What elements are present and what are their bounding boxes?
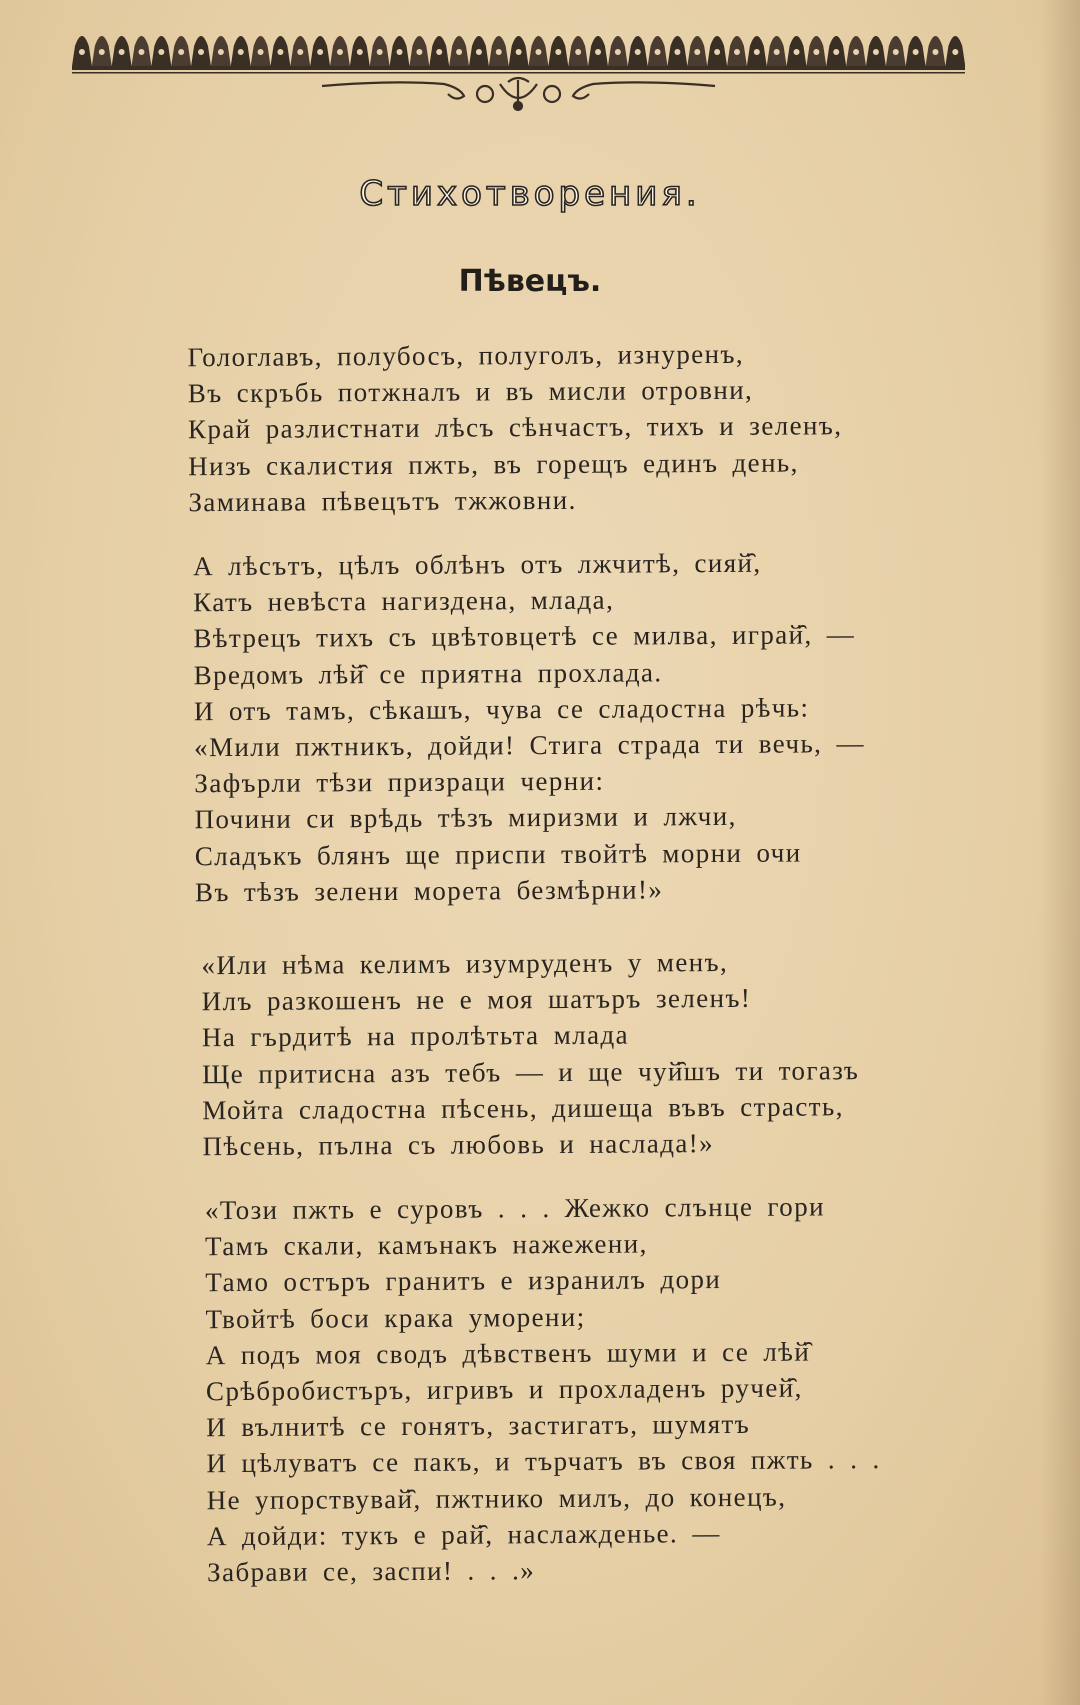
verse-line: Твойтѣ боси крака уморени;: [205, 1301, 586, 1334]
verse-line: «Или нѣма келимъ изумруденъ у менъ,: [201, 946, 729, 981]
ornament-dot: [714, 49, 720, 55]
verse-line: Илъ разкошенъ не е моя шатъръ зеленъ!: [201, 983, 752, 1017]
scroll-flourish-icon: [322, 78, 715, 110]
ornament-dot: [674, 49, 680, 55]
verse-line: Забрави се, заспи! . . .»: [207, 1555, 536, 1588]
page-spine-shadow: [1040, 0, 1080, 1705]
ornament-dot: [694, 49, 700, 55]
verse-line: Заминава пѣвецътъ тжжовни.: [188, 484, 577, 517]
ornament-dot: [496, 49, 502, 55]
verse-line: Срѣбробистъръ, игривъ и прохладенъ ручей̑,: [205, 1372, 803, 1407]
ornament-dot: [79, 49, 85, 55]
ornament-dot: [198, 49, 204, 55]
ornament-dot: [794, 49, 800, 55]
stanza-3: [201, 943, 922, 1165]
ornament-dot: [754, 49, 760, 55]
ornament-dot: [476, 49, 482, 55]
ornament-dot: [436, 49, 442, 55]
ornament-dot: [516, 49, 522, 55]
ornament-dot: [555, 49, 561, 55]
ornament-dot: [595, 49, 601, 55]
verse-line: И цѣлуватъ се пакъ, и търчатъ въ своя пжть . . .: [206, 1444, 881, 1479]
verse-line: Въ скръбь потжналъ и въ мисли отровни,: [187, 374, 754, 409]
verse-line: Мойта сладостна пѣсень, дишеща въвъ страсть,: [202, 1091, 844, 1125]
ornament-dot: [158, 49, 164, 55]
ornament-dot: [535, 49, 541, 55]
ornament-dot: [317, 49, 323, 55]
ornament-dot: [357, 49, 363, 55]
ornament-dot: [655, 49, 661, 55]
ornament-dot: [377, 49, 383, 55]
ornament-dot: [456, 49, 462, 55]
verse-line: Гологлавъ, полубосъ, полуголъ, изнуренъ,: [187, 338, 745, 373]
ornament-dot: [853, 49, 859, 55]
ornament-dot: [258, 49, 264, 55]
verse-line: Тамо остъръ гранитъ е изранилъ дори: [205, 1264, 722, 1298]
ornament-dot: [416, 49, 422, 55]
ornament-dot: [873, 49, 879, 55]
ornament-dot: [119, 49, 125, 55]
poem-title: Пѣвецъ.: [458, 264, 602, 299]
ornament-dot: [238, 49, 244, 55]
ornament-dot: [99, 49, 105, 55]
verse-line: Край разлистнати лѣсъ сѣнчастъ, тихъ и зеленъ,: [187, 410, 843, 445]
headpiece-ornament: [72, 22, 965, 114]
verse-line: Пѣсень, пълна съ любовь и наслада!»: [202, 1128, 715, 1162]
ornament-dot: [833, 49, 839, 55]
verse-line: А лѣсътъ, цѣлъ облѣнъ отъ лжчитѣ, сияй̑,: [192, 547, 762, 582]
verse-line: Катъ невѣста нагиздена, млада,: [193, 584, 615, 618]
stanza-2: [193, 544, 915, 910]
stanza-1: [187, 335, 908, 520]
ornament-dot: [178, 49, 184, 55]
verse-line: Зафърли тѣзи призраци черни:: [194, 765, 605, 799]
ornament-dot: [813, 49, 819, 55]
verse-line: И отъ тамъ, сѣкашъ, чува се сладостна рѣчь:: [193, 692, 810, 726]
verse-line: Почини си врѣдь тѣзъ миризми и лжчи,: [194, 801, 737, 835]
verse-line: «Мили пжтникъ, дойди! Стига страда ти вечь, —: [194, 728, 865, 763]
ornament-dot: [635, 49, 641, 55]
verse-line: Низъ скалистия пжть, въ горещъ единъ день,: [188, 447, 799, 481]
verse-line: Вредомъ лѣй̑ се приятна прохлада.: [193, 656, 663, 690]
ornament-dot: [575, 49, 581, 55]
ornament-dot: [932, 49, 938, 55]
verse-line: Тамъ скали, камънакъ нажежени,: [205, 1228, 648, 1262]
section-title: Стихотворения.: [359, 174, 701, 214]
verse-line: А подъ моя сводъ дѣвственъ шуми и се лѣй̑: [205, 1336, 811, 1370]
ornament-dot: [913, 49, 919, 55]
ornament-dot: [774, 49, 780, 55]
verse-line: «Този пжть е суровъ . . . Жежко слънце гори: [204, 1191, 825, 1226]
ornament-dot: [734, 49, 740, 55]
ornament-dot: [138, 49, 144, 55]
ornament-dot: [297, 49, 303, 55]
ornament-dot: [277, 49, 283, 55]
ornament-dot: [397, 49, 403, 55]
ornament-dot: [337, 49, 343, 55]
verse-line: И вълнитѣ се гонятъ, застигатъ, шумятъ: [206, 1409, 751, 1443]
ornament-dot: [218, 49, 224, 55]
verse-line: Сладъкъ блянъ ще приспи твойтѣ морни очи: [194, 836, 802, 871]
stanza-4: [205, 1188, 927, 1590]
verse-line: Въ тѣзъ зелени морета безмѣрни!»: [194, 874, 664, 907]
ornament-dot: [893, 49, 899, 55]
verse-line: Не упорствувай̑, пжтнико милъ, до конецъ,: [206, 1481, 787, 1515]
verse-line: На гърдитѣ на пролѣтьта млада: [201, 1019, 630, 1053]
ornament-dot: [615, 49, 621, 55]
verse-line: А дойди: тукъ е рай̑, наслажденье. —: [206, 1517, 721, 1551]
verse-line: Вѣтрецъ тихъ съ цвѣтовцетѣ се милва, играй̑, —: [193, 619, 856, 654]
ornament-dot: [952, 49, 958, 55]
verse-line: Ще притисна азъ тебъ — и ще чуй̑шъ ти тогазъ: [202, 1054, 860, 1089]
